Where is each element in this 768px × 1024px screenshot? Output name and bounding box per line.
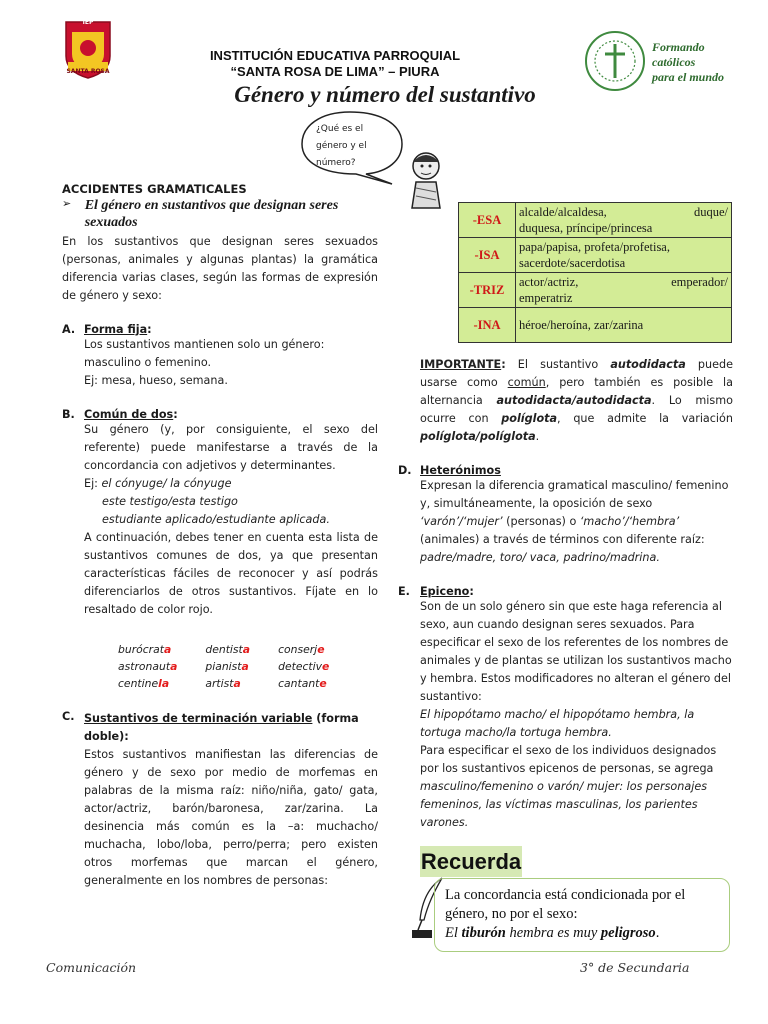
section-e-heading: E. Epiceno: — [398, 585, 474, 598]
word-cell: astronauta — [118, 660, 178, 673]
common-words-table — [118, 641, 357, 692]
suffix-cell: -INA — [459, 308, 516, 343]
section-e-title: Epiceno — [420, 585, 470, 598]
section-d-title: Heterónimos — [420, 464, 501, 477]
words-row — [118, 675, 357, 692]
motto-line: para el mundo — [652, 70, 725, 84]
bubble-line: número? — [316, 158, 356, 168]
importante-label: IMPORTANTE — [420, 358, 502, 371]
section-e-body: Son de un solo género sin que este haga referencia al sexo, aun cuando designan seres sexuados. Para especificar el sexo de los referentes de los nombres de animales y de plantas se utilizan los sustantivos macho y hembra. Estos modificadores no alteran el género del sustantivo: El hipopótamo macho/ el hipopótamo hembra, la tortuga macho/la tortuga hembra. Para especificar el sexo de los individuos designados por los sustantivos epicenos de personas, se agrega masculino/femenino o varón/ mujer: los personajes femeninos, las víctimas masculinas, los parientes varones. — [420, 600, 732, 829]
section-a-line: masculino o femenino. — [84, 356, 212, 369]
section-c-heading — [62, 710, 378, 746]
section-c-title-rest: (forma doble): — [84, 712, 359, 743]
subheading — [62, 197, 378, 231]
institution-name: INSTITUCIÓN EDUCATIVA PARROQUIAL — [209, 48, 461, 63]
footer-grade: 3° de Secundaria — [580, 960, 690, 975]
section-a-heading — [62, 323, 378, 336]
section-c-label: C. — [62, 710, 75, 723]
subheading-text: El género en sustantivos que designan seres sexuados — [84, 198, 339, 230]
examples-cell: héroe/heroína, zar/zarina — [516, 308, 732, 343]
section-d-heading — [398, 464, 733, 477]
table-row — [459, 238, 732, 273]
word-cell: cantante — [278, 677, 327, 690]
word-cell: conserje — [278, 643, 325, 656]
suffix-table — [458, 202, 732, 343]
school-name: “SANTA ROSA DE LIMA” – PIURA — [230, 64, 440, 79]
word-cell: detective — [278, 660, 330, 673]
section-heading: ACCIDENTES GRAMATICALES — [62, 182, 247, 196]
examples-cell: papa/papisa, profeta/profetisa, sacerdote/sacerdotisa — [516, 238, 732, 273]
recuerda-box — [434, 878, 730, 952]
motto — [652, 40, 752, 85]
page-title: Género y número del sustantivo — [234, 82, 536, 107]
recuerda-label: Recuerda — [420, 846, 522, 877]
example-3: estudiante aplicado/estudiante aplicada. — [102, 513, 330, 526]
cartoon-boy-illustration — [402, 148, 452, 210]
section-c-text: Estos sustantivos manifiestan las diferencias de género y de sexo por medio de morfemas en palabras de la misma raíz: niño/niña, gato/ gata, actor/actriz, barón/baronesa, zar/zarina. La desinencia más común es la –a: muchacho/ muchacha, lobo/loba, perro/perra; pero existen otros morfemas que marcan el género, generalmente en los nombres de personas: — [84, 748, 378, 887]
suffix-cell: -ISA — [459, 238, 516, 273]
section-a-label: A. — [62, 323, 76, 336]
section-b-body — [62, 421, 378, 619]
section-c-title-wrap — [84, 710, 378, 746]
word-cell: dentista — [205, 643, 251, 656]
section-b-example — [84, 475, 378, 493]
section-d-label: D. — [398, 464, 412, 477]
section-b-heading — [62, 408, 378, 421]
table-row — [459, 273, 732, 308]
example-1: el cónyuge/ la cónyuge — [101, 477, 232, 490]
left-column — [62, 182, 378, 890]
logo-bottom-text: SANTA ROSA — [66, 68, 110, 75]
recuerda-example: El tiburón hembra es muy peligroso. — [445, 925, 660, 941]
section-d-body: Expresan la diferencia gramatical masculino/ femenino y, simultáneamente, la oposición de sexo ‘varón’/‘mujer’ (personas) o ‘macho’/‘hembra’ (animales) a través de términos con diferente raíz: padre/madre, toro/ vaca, padrino/madrina. — [420, 479, 729, 564]
word-cell: centinela — [118, 677, 170, 690]
section-b-label: B. — [62, 408, 75, 421]
section-c-title: Sustantivos de terminación variable — [84, 712, 313, 725]
section-a-title: Forma fija — [84, 323, 148, 336]
section-b-title: Común de dos — [84, 408, 174, 421]
section-b-text: Su género (y, por consiguiente, el sexo del referente) puede manifestarse a través de la concordancia con adjetivos y determinantes. — [84, 423, 378, 472]
examples-cell: alcalde/alcaldesa, duque/ duquesa, príncipe/princesa — [516, 203, 732, 238]
section-a-line: Los sustantivos mantienen solo un género: — [84, 338, 325, 351]
right-column — [398, 356, 733, 832]
examples-cell: actor/actriz, emperador/ emperatriz — [516, 273, 732, 308]
word-cell: burócrata — [118, 643, 172, 656]
section-b-after: A continuación, debes tener en cuenta esta lista de sustantivos comunes de dos, ya que presentan características fáciles de reconocer y así podrás diferenciarlos de otros sustantivos. Fíjate en lo resaltado de color rojo. — [84, 531, 378, 616]
section-a-line: Ej: mesa, hueso, semana. — [84, 374, 228, 387]
section-e-label: E. — [398, 585, 410, 598]
recuerda-text: La concordancia está condicionada por el género, no por el sexo: — [445, 887, 686, 922]
motto-line: Formando — [652, 40, 705, 54]
word-cell: pianista — [205, 660, 249, 673]
words-row — [118, 641, 357, 658]
intro-paragraph: En los sustantivos que designan seres sexuados (personas, animales y algunas plantas) la gramática diferencia varias clases, según las formas de expresión de género y sexo: — [62, 235, 378, 302]
bubble-line: ¿Qué es el — [316, 124, 364, 134]
table-row — [459, 308, 732, 343]
importante-note: IMPORTANTE: El sustantivo autodidacta puede usarse como común, pero también es posible la alternancia autodidacta/autodidacta. Lo mismo ocurre con políglota, que admite la variación políglota/políglota. — [420, 358, 734, 443]
words-row — [118, 658, 357, 675]
bubble-line: género y el — [316, 141, 367, 151]
example-prefix: Ej: — [84, 477, 102, 490]
table-row — [459, 203, 732, 238]
logo-top-text: IEP — [82, 19, 94, 26]
suffix-cell: -ESA — [459, 203, 516, 238]
section-a-colon: : — [147, 323, 152, 336]
footer-subject: Comunicación — [46, 960, 137, 975]
suffix-table-wrap — [458, 202, 732, 343]
bubble-text — [316, 121, 386, 172]
section-b-colon: : — [173, 408, 178, 421]
suffix-cell: -TRIZ — [459, 273, 516, 308]
motto-line: católicos — [652, 55, 696, 69]
bullet-arrow-icon: ➢ — [62, 197, 72, 210]
word-cell: artista — [205, 677, 241, 690]
example-2: este testigo/esta testigo — [102, 495, 238, 508]
parish-seal-logo — [584, 30, 646, 92]
section-a-body — [62, 336, 378, 390]
